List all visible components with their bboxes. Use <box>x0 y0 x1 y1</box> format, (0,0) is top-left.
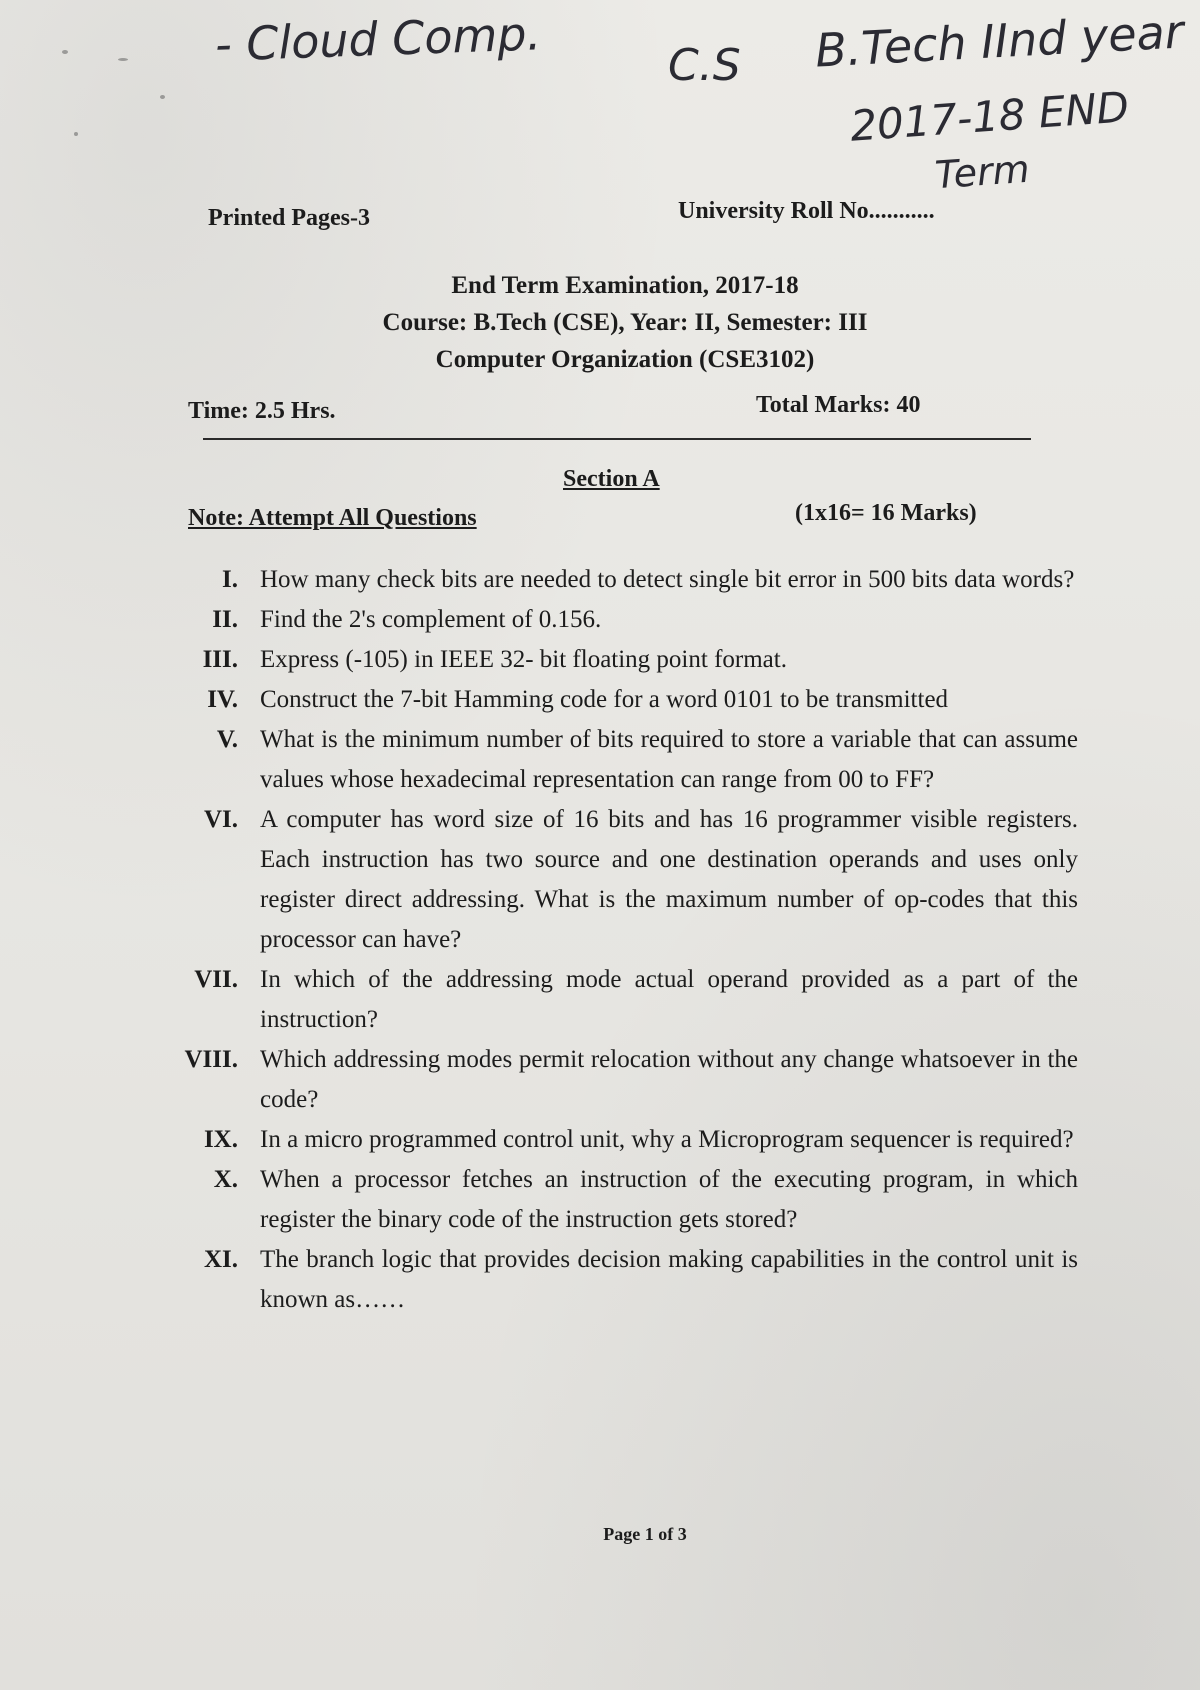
printed-pages: Printed Pages-3 <box>208 205 370 231</box>
question-item <box>160 960 1078 1040</box>
subject-title: Computer Organization (CSE3102) <box>435 346 815 373</box>
section-marks: (1x16= 16 Marks) <box>795 500 977 526</box>
question-number: XI. <box>203 1246 238 1273</box>
time-allowed: Time: 2.5 Hrs. <box>188 398 336 424</box>
dust-speck <box>118 58 128 61</box>
handwritten-branch: C.S <box>668 40 741 91</box>
question-item <box>160 1120 1078 1160</box>
question-number: V. <box>216 726 238 753</box>
question-item <box>160 800 1078 960</box>
question-item <box>160 600 1078 640</box>
question-number: VII. <box>194 966 238 993</box>
total-marks: Total Marks: 40 <box>756 392 921 418</box>
question-number: VI. <box>203 806 238 833</box>
question-item <box>160 680 1078 720</box>
question-text: Find the 2's complement of 0.156. <box>260 606 602 633</box>
question-text: The branch logic that provides decision making capabilities in the control unit is known as…… <box>260 1246 1078 1313</box>
question-number: I. <box>222 566 238 593</box>
dust-speck <box>74 132 78 136</box>
handwritten-program-year: B.Tech IInd year <box>813 4 1185 78</box>
section-note: Note: Attempt All Questions <box>188 505 477 531</box>
question-number: IX. <box>203 1126 238 1153</box>
course-line: Course: B.Tech (CSE), Year: II, Semester: III <box>382 309 868 336</box>
question-item <box>160 1240 1078 1320</box>
question-list <box>160 560 1078 1320</box>
dust-speck <box>160 95 165 99</box>
question-number: III. <box>202 646 238 673</box>
exam-title: End Term Examination, 2017-18 <box>451 272 799 299</box>
question-number: VIII. <box>184 1046 238 1073</box>
handwritten-term: Term <box>933 146 1031 198</box>
university-roll-no: University Roll No........... <box>678 198 935 224</box>
header-divider <box>203 438 1031 440</box>
question-text: In which of the addressing mode actual operand provided as a part of the instruction? <box>260 966 1078 1033</box>
question-text: What is the minimum number of bits required to store a variable that can assume values whose hexadecimal representation can range from 00 to FF? <box>260 726 1078 793</box>
question-item <box>160 1040 1078 1120</box>
question-text: Which addressing modes permit relocation without any change whatsoever in the code? <box>260 1046 1078 1113</box>
section-title: Section A <box>563 466 660 492</box>
question-number: X. <box>213 1166 238 1193</box>
question-item <box>160 720 1078 800</box>
handwritten-session: 2017-18 END <box>848 82 1131 151</box>
page-footer: Page 1 of 3 <box>603 1524 687 1544</box>
question-item <box>160 1160 1078 1240</box>
handwritten-subject-note: - Cloud Comp. <box>214 6 542 72</box>
question-text: Express (-105) in IEEE 32- bit floating point format. <box>260 646 787 673</box>
question-item <box>160 640 1078 680</box>
question-number: II. <box>212 606 238 633</box>
question-text: A computer has word size of 16 bits and has 16 programmer visible registers. Each instruction has two source and one destination operands and uses only register direct addressing. What is the maximum number of op-codes that this processor can have? <box>260 806 1078 953</box>
question-text: In a micro programmed control unit, why a Microprogram sequencer is required? <box>260 1126 1074 1153</box>
question-text: When a processor fetches an instruction of the executing program, in which register the binary code of the instruction gets stored? <box>260 1166 1078 1233</box>
dust-speck <box>62 50 68 54</box>
question-number: IV. <box>207 686 238 713</box>
question-text: Construct the 7-bit Hamming code for a word 0101 to be transmitted <box>260 686 949 713</box>
question-item <box>160 560 1078 600</box>
question-text: How many check bits are needed to detect single bit error in 500 bits data words? <box>260 566 1075 593</box>
